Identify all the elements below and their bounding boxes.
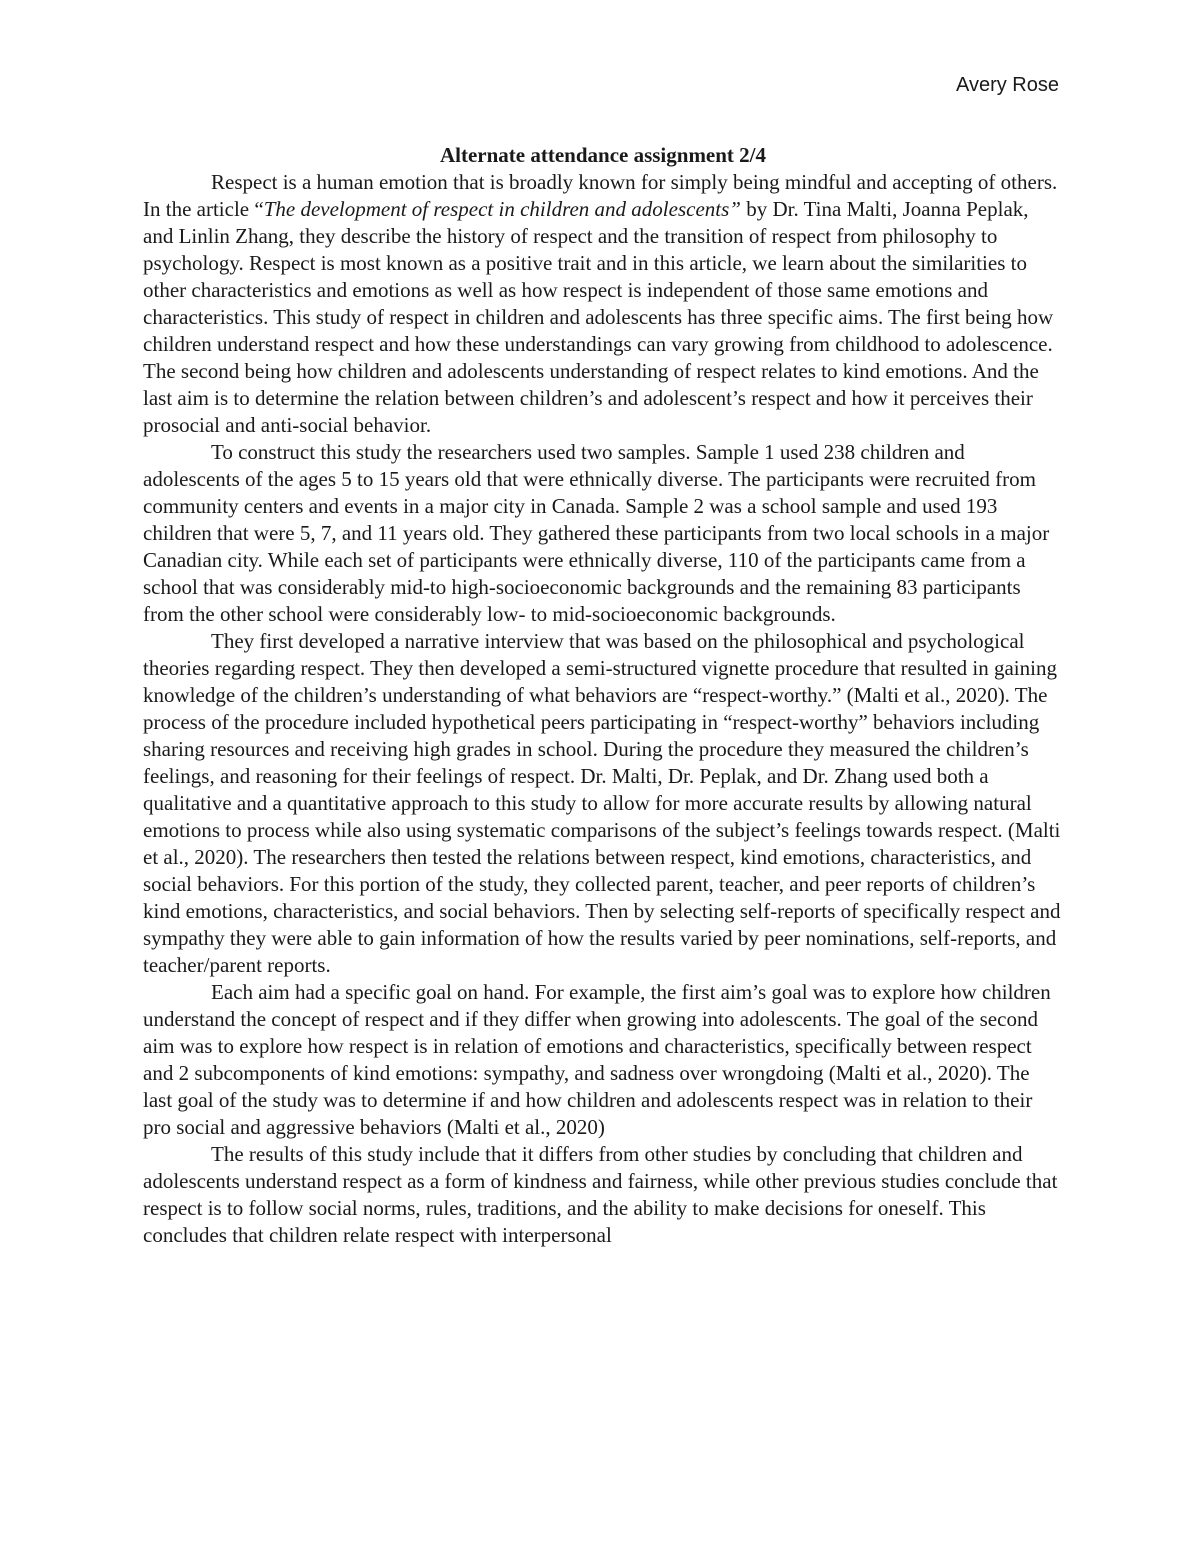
paragraph-5: The results of this study include that it differs from other studies by concluding that children and adolescents understand respect as a form of kindness and fairness, while other previous studies conclude that respect is to follow social norms, rules, traditions, and the ability to make decisions for oneself. This concludes that children relate respect with interpersonal: [143, 1142, 1058, 1247]
document-body: [143, 142, 1063, 1249]
document-title: Alternate attendance assignment 2/4: [439, 143, 767, 167]
author-name: Avery Rose: [955, 74, 1059, 96]
paragraph-1: [143, 169, 1063, 439]
paragraph-1-body: by Dr. Tina Malti, Joanna Peplak, and Linlin Zhang, they describe the history of respect and the transition of respect from philosophy to psychology. Respect is most known as a positive trait and in this article, we learn about the similarities to other characteristics and emotions as well as how respect is independent of those same emotions and characteristics. This study of respect in children and adolescents has three specific aims. The first being how children understand respect and how these understandings can vary growing from childhood to adolescence. The second being how children and adolescents understanding of respect relates to kind emotions. And the last aim is to determine the relation between children’s and adolescent’s respect and how it perceives their prosocial and anti-social behavior.: [143, 197, 1054, 437]
paragraph-4: Each aim had a specific goal on hand. For example, the first aim’s goal was to explore how children understand the concept of respect and if they differ when growing into adolescents. The goal of the second aim was to explore how respect is in relation of emotions and characteristics, specifically between respect and 2 subcomponents of kind emotions: sympathy, and sadness over wrongdoing (Malti et al., 2020). The last goal of the study was to determine if and how children and adolescents respect was in relation to their pro social and aggressive behaviors (Malti et al., 2020): [143, 980, 1051, 1139]
paragraph-2: To construct this study the researchers used two samples. Sample 1 used 238 children and adolescents of the ages 5 to 15 years old that were ethnically diverse. The participants were recruited from community centers and events in a major city in Canada. Sample 2 was a school sample and used 193 children that were 5, 7, and 11 years old. They gathered these participants from two local schools in a major Canadian city. While each set of participants were ethnically diverse, 110 of the participants came from a school that was considerably mid-to high-socioeconomic backgrounds and the remaining 83 participants from the other school were considerably low- to mid-socioeconomic backgrounds.: [143, 440, 1050, 626]
paragraph-1-intro: Respect is a human emotion that is broadly known for simply being mindful and accepting of others. In the article “: [143, 170, 1058, 221]
article-title: The development of respect in children and adolescents”: [263, 197, 741, 221]
paragraph-3: They first developed a narrative interview that was based on the philosophical and psychological theories regarding respect. They then developed a semi-structured vignette procedure that resulted in gaining knowledge of the children’s understanding of what behaviors are “respect-worthy.” (Malti et al., 2020). The process of the procedure included hypothetical peers participating in “respect-worthy” behaviors including sharing resources and receiving high grades in school. During the procedure they measured the children’s feelings, and reasoning for their feelings of respect. Dr. Malti, Dr. Peplak, and Dr. Zhang used both a qualitative and a quantitative approach to this study to allow for more accurate results by allowing natural emotions to process while also using systematic comparisons of the subject’s feelings towards respect. (Malti et al., 2020). The researchers then tested the relations between respect, kind emotions, characteristics, and social behaviors. For this portion of the study, they collected parent, teacher, and peer reports of children’s kind emotions, characteristics, and social behaviors. Then by selecting self-reports of specifically respect and sympathy they were able to gain information of how the results varied by peer nominations, self-reports, and teacher/parent reports.: [143, 629, 1061, 977]
